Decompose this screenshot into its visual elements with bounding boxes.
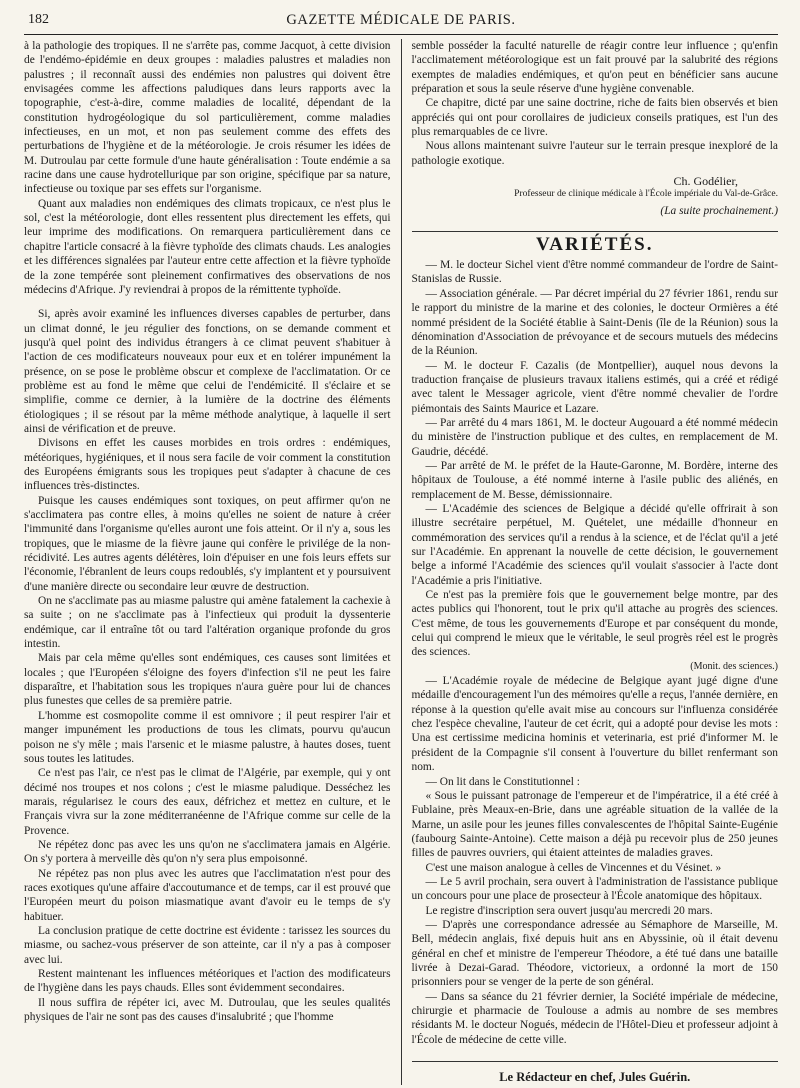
paragraph: On ne s'acclimate pas au miasme palustre qui amène fatalement la cachexie à sa suite ; on ne s'acclimate pas à l'infectieux qui produit la dyssenterie endémique, car il entraîne tôt ou tard l'altération organique profonde du gros intestin. (24, 595, 391, 651)
news-item: — Association générale. — Par décret impérial du 27 février 1861, rendu sur le rapport du ministre de la marine et des colonies, le docteur Ormières a été nommé président de la Société établie à Saint-Denis (île de la Réunion) sous la dénomination d'Association de prévoyance et de secours mutuels des médecins de la Réunion. (411, 287, 778, 358)
right-column (401, 39, 779, 1085)
paragraph: Ce n'est pas l'air, ce n'est pas le climat de l'Algérie, par exemple, qui y ont décimé nos troupes et nos colons ; c'est le miasme paludique. Desséchez les marais, régularisez le cours des eaux, défrichez et mettez en culture, et le Français vivra sur la zone méditerranéenne de l'Afrique comme sur celle de la Provence. (24, 767, 391, 837)
paragraph: Ce chapitre, dicté par une saine doctrine, riche de faits bien observés et bien appréciés qui ont pour corollaires de judicieux conseils pratiques, est l'un des plus remarquables de ce livre. (411, 97, 778, 139)
left-column (24, 39, 401, 1085)
section-divider (412, 231, 779, 232)
news-item: — M. le docteur Sichel vient d'être nommé commandeur de l'ordre de Saint-Stanislas de Russie. (411, 259, 778, 286)
journal-title: GAZETTE MÉDICALE DE PARIS. (286, 12, 516, 28)
author-signature: Ch. Godélier, (673, 174, 738, 189)
paragraph: Quant aux maladies non endémiques des climats tropicaux, ce n'est plus le sol, c'est la météorologie, dont elles ressentent plus directement les effets, qui leur imprime des modifications. On remarquera particulièrement dans ce chapitre l'article consacré à la fièvre typhoïde des climats chauds. Les analogies et les différences signalées par l'auteur entre cette affection et la fièvre typhoïde de la zone tempérée sont pleinement confirmatives des observations de nos médecins d'Afrique. J'y reviendrai à propos de la rémittente typhoïde. (24, 197, 391, 296)
paragraph: à la pathologie des tropiques. Il ne s'arrête pas, comme Jacquot, à cette division de l'endémo-épidémie en deux groupes : maladies palustres et maladies non palustres ; il reconnaît aussi des endémies non palustres qui doivent être envisagées comme les affections paludiques dans leurs rapports avec la topographie, c'est-à-dire, comme maladies de localité, dépendant de la constitution hydrogéologique du sol particulièrement, comme maladies infectieuses, en un mot, et non pas seulement comme des effets des perturbations de l'hygiène et de la météorologie. Je crois résumer les idées de M. Dutroulau par cette formule d'une haute généralisation : Toute endémie a sa racine dans une cause hydrotellurique par son origine, spécifique par sa nature, infectieuse ou toxique par ses effets sur l'organisme. (24, 40, 391, 196)
paragraph: Ne répétez donc pas avec les uns qu'on ne s'acclimatera jamais en Algérie. On s'y portera à merveille dès qu'on n'y sera plus empoisonné. (24, 838, 391, 866)
news-item: — L'Académie royale de médecine de Belgique ayant jugé digne d'une médaille d'encouragement l'un des mémoires qu'elle a reçus, l'année dernière, en réponse à la question qu'elle avait mise au concours sur l'influenza considérée chez l'espèce chevaline, l'auteur de cet écrit, qui a adopté pour devise les mots : Una est certissime medicina hominis et veterinaria, est prié d'informer M. le président de la Compagnie s'il consent à l'ouverture du billet renfermant son nom. (411, 675, 778, 774)
page-header (24, 10, 778, 35)
paragraph: Si, après avoir examiné les influences diverses capables de perturber, dans un climat donné, le jeu régulier des fonctions, on se demande comment et jusqu'à quel point des individus étrangers à ce climat peuvent s'habituer à l'action de ces modificateurs nouveaux pour eux et en tolérer impunément la présence, on se pose le problème obscur et complexe de l'acclimatation. Or ce problème est au fond le même que celui de l'endémicité. Il s'éclaire et se simplifie, comme ce dernier, à la lumière de la doctrine des éléments étiologiques ; il se résout par la même méthode analytique, à laquelle il sert ainsi de vérification et de preuve. (24, 308, 391, 435)
paragraph: Divisons en effet les causes morbides en trois ordres : endémiques, météoriques, hygiéniques, et il nous sera facile de voir comment la constitution des Européens émigrants sous les tropiques peut s'adapter à chacune de ces influences très-distinctes. (24, 437, 391, 493)
source-attribution: (Monit. des sciences.) (690, 660, 778, 672)
news-item: Le registre d'inscription sera ouvert jusqu'au mercredi 20 mars. (425, 904, 713, 917)
paragraph: Il nous suffira de répéter ici, avec M. Dutroulau, que les seules qualités physiques de l'air ne sont pas des causes d'insalubrité ; que l'homme (24, 996, 391, 1024)
news-item: C'est une maison analogue à celles de Vincennes et du Vésinet. » (425, 861, 722, 874)
paragraph: La conclusion pratique de cette doctrine est évidente : tarissez les sources du miasme, ou sachez-vous préserver de son atteinte, car il n'y a pas à composer avec lui. (24, 924, 391, 966)
paragraph: semble posséder la faculté naturelle de réagir contre leur influence ; qu'enfin l'acclimatement météorologique est un fait prouvé par la salubrité des régions exemptes de maladies endémiques, et qu'on peut en bénéficier sans aucune préparation et sous la seule réserve d'une hygiène convenable. (411, 40, 778, 96)
news-item: — Le 5 avril prochain, sera ouvert à l'administration de l'assistance publique un concours pour une place de prosecteur à l'École anatomique des hôpitaux. (411, 875, 778, 903)
paragraph: Ne répétez pas non plus avec les autres que l'acclimatation n'est pour des races exotiques qu'une affaire d'accoutumance et de temps, car il est prouvé que l'Européen meurt du poison miasmatique avant d'avoir eu le temps de s'y habituer. (24, 867, 391, 923)
author-title: Professeur de clinique médicale à l'École impériale du Val-de-Grâce. (514, 188, 778, 200)
news-item: — On lit dans le Constitutionnel : (425, 775, 580, 788)
paragraph: Mais par cela même qu'elles sont endémiques, ces causes sont limitées et locales ; que l'Européen s'éloigne des foyers d'infection s'il ne peut les faire disparaître, et l'habitation sous les tropiques n'aura guère pour lui de chances plus funestes que celles de sa première patrie. (24, 652, 391, 708)
editor-signature: Le Rédacteur en chef, Jules Guérin. (412, 1061, 779, 1084)
news-item: — D'après une correspondance adressée au Sémaphore de Marseille, M. Bell, médecin anglais, fixé depuis huit ans en Abyssinie, où il était devenu général en chef et ministre de l'empereur Théodore, a été tué dans une bataille livrée à Dezai-Garad. Théodore, victorieux, a ordonné la mort de 150 prisonniers pour se venger de la perte de son général. (411, 918, 778, 989)
news-item: — M. le docteur F. Cazalis (de Montpellier), auquel nous devons la traduction française de plusieurs travaux italiens estimés, qui a créé et rédigé avec talent le Messager agricole, vient d'être nommé chevalier de l'ordre piémontais des Saints Maurice et Lazare. (411, 359, 778, 415)
news-item: — L'Académie des sciences de Belgique a décidé qu'elle offrirait à son illustre secrétaire perpétuel, M. Quételet, une médaille d'honneur en commémoration des services qu'il a rendus à la science, et de l'éclat qu'il a jeté sur l'Académie. En apprenant la nouvelle de cette décision, le gouvernement belge a informé l'Académie des sciences qu'il voulait s'associer à l'acte dont l'Académie a pris l'initiative. (411, 502, 778, 587)
continuation-note: (La suite prochainement.) (660, 205, 778, 218)
paragraph: Restent maintenant les influences météoriques et l'action des modificateurs de l'hygiène dans les pays chauds. Elles sont évidemment secondaires. (24, 968, 391, 995)
news-item: Ce n'est pas la première fois que le gouvernement belge montre, par des actes publics qui l'honorent, tout le prix qu'il attache au progrès des sciences. C'est même, de tous les gouvernements d'Europe et par conséquent du monde, celui qui comprend le mieux que le véritable, le seul progrès réel est le progrès des sciences. (411, 589, 778, 659)
section-title: VARIÉTÉS. (536, 233, 654, 255)
paragraph: L'homme est cosmopolite comme il est omnivore ; il peut respirer l'air et manger impunément les productions de tous les climats, pourvu qu'aucun poison ne s'y mêle ; mais l'arsenic et le miasme palustre, à hautes doses, tuent sous toutes les latitudes. (24, 709, 391, 765)
page-number: 182 (28, 12, 49, 27)
news-item: — Dans sa séance du 21 février dernier, la Société impériale de médecine, chirurgie et pharmacie de Toulouse a admis au nombre de ses membres résidants M. le docteur Nogués, médecin de l'Hôtel-Dieu et professeur adjoint à l'École de médecine de cette ville. (411, 990, 778, 1046)
paragraph: Nous allons maintenant suivre l'auteur sur le terrain presque inexploré de la pathologie exotique. (411, 140, 778, 167)
news-item: — Par arrêté du 4 mars 1861, M. le docteur Augouard a été nommé médecin du ministère de l'instruction publique et des cultes, en remplacement de M. Gaudrie, décédé. (411, 416, 778, 458)
article-columns (24, 39, 778, 1085)
news-item: — Par arrêté de M. le préfet de la Haute-Garonne, M. Bordère, interne des hôpitaux de Toulouse, a été nommé interne à l'asile public des aliénés, en remplacement de M. Besse, démissionnaire. (411, 459, 778, 501)
news-item: « Sous le puissant patronage de l'empereur et de l'impératrice, il a été créé à Fublaine, près Meaux-en-Brie, dans une agréable situation de la vallée de la Marne, un asile pour les jeunes filles convalescentes de l'hôpital Sainte-Eugénie (faubourg Sainte-Antoine). Cette maison a déjà pu recevoir plus de 250 jeunes filles de pauvres ouvriers, qui étaient atteintes de maladies graves. (411, 789, 778, 860)
paragraph: Puisque les causes endémiques sont toxiques, on peut affirmer qu'on ne s'acclimatera pas contre elles, à moins qu'elles ne soient de nature à créer l'immunité dans l'organisme qu'elles auront une fois atteint. Or il n'y a, sous les tropiques, que le miasme de la fièvre jaune qui confère le privilége de la non-récidivité. Les autres agents délétères, loin d'épuiser en une fois leurs effets sur l'économie, l'ébranlent de leurs coups redoublés, s'y implantent et y poursuivent d'une manière directe ou secondaire leur œuvre de destruction. (24, 494, 391, 593)
